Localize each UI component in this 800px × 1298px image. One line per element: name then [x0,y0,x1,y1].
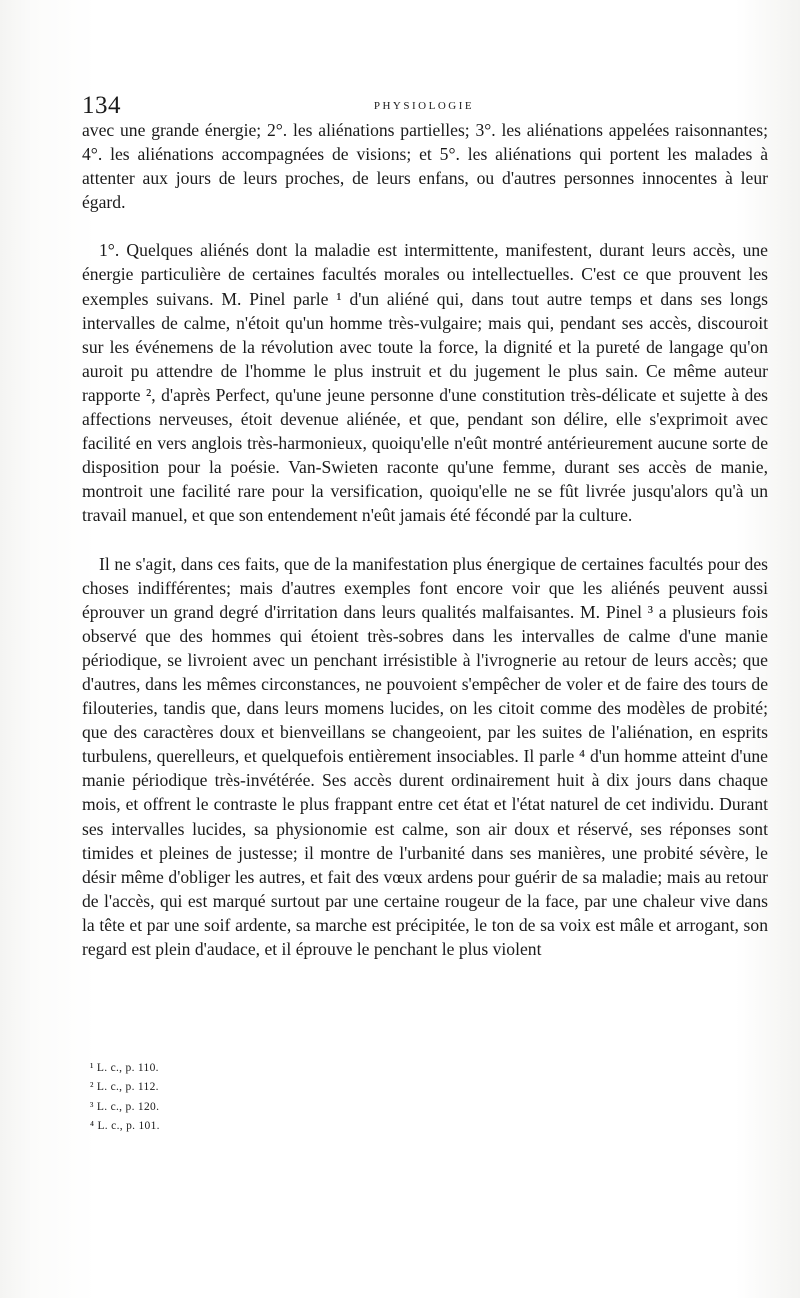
body-text [82,118,768,961]
page-number: 134 [82,92,121,119]
paragraph-malicious-qualities: Il ne s'agit, dans ces faits, que de la manifestation plus énergique de certaines facultés pour des choses indifférentes; mais d'autres exemples font encore voir que les aliénés peuvent aussi éprouver un grand degré d'irritation dans leurs qualités malfaisantes. M. Pinel ³ a plusieurs fois observé que des hommes qui étoient très-sobres dans les intervalles de calme d'une manie périodique, se livroient avec un penchant irrésistible à l'ivrognerie au retour de leurs accès; que d'autres, dans les mêmes circonstances, ne pouvoient s'empêcher de voler et de faire des tours de filouteries, tandis que, dans leurs momens lucides, on les citoit comme des modèles de probité; que des caractères doux et bienveillans se changeoient, par les suites de l'aliénation, en esprits turbulens, querelleurs, et quelquefois entièrement insociables. Il parle ⁴ d'un homme atteint d'une manie périodique très-invétérée. Ses accès durent ordinairement huit à dix jours dans chaque mois, et offrent le contraste le plus frappant entre cet état et l'état naturel de cet individu. Durant ses intervalles lucides, sa physionomie est calme, son air doux et réservé, ses réponses sont timides et pleines de justesse; il montre de l'urbanité dans ses manières, une probité sévère, le désir même d'obliger les autres, et fait des vœux ardens pour guérir de sa maladie; mais au retour de l'accès, qui est marqué surtout par une certaine rougeur de la face, par une chaleur vive dans la tête et par une soif ardente, sa marche est précipitée, le ton de sa voix est mâle et arrogant, son regard est plein d'audace, et il éprouve le penchant le plus violent [82,553,768,959]
running-head: PHYSIOLOGIE [373,100,475,112]
footnote-2: ² L. c., p. 112. [90,1081,159,1094]
footnote-1: ¹ L. c., p. 110. [90,1062,159,1074]
footnote-4: ⁴ L. c., p. 101. [90,1120,160,1133]
paragraph-continuation: avec une grande énergie; 2°. les aliénations partielles; 3°. les aliénations appelées raisonnantes; 4°. les aliénations accompagnées de visions; et 5°. les aliénations qui portent les malades à attenter aux jours de leurs proches, de leurs enfans, ou d'autres personnes innocentes à leur égard. [82,120,768,213]
footnote-3: ³ L. c., p. 120. [90,1100,160,1113]
footnotes [90,1059,160,1137]
paragraph-intermittent-alienation: 1°. Quelques aliénés dont la maladie est intermittente, manifestent, durant leurs accès, une énergie particulière de certaines facultés morales ou intellectuelles. C'est ce que prouvent les exemples suivans. M. Pinel parle ¹ d'un aliéné qui, dans tout autre temps et dans ses longs intervalles de calme, n'étoit qu'un homme très-vulgaire; mais qui, pendant ses accès, discouroit sur les événemens de la révolution avec toute la force, la dignité et la pureté de langage qu'on auroit pu attendre de l'homme le plus instruit et du jugement le plus sain. Ce même auteur rapporte ², d'après Perfect, qu'une jeune personne d'une constitution très-délicate et sujette à des affections nerveuses, étoit devenue aliénée, et que, pendant son délire, elle s'exprimoit avec facilité en vers anglois très-harmonieux, quoiqu'elle n'eût montré antérieurement aucune sorte de disposition pour la poésie. Van-Swieten raconte qu'une femme, durant ses accès de manie, montroit une facilité rare pour la versification, quoiqu'elle ne se fût livrée jusqu'alors qu'à un travail manuel, et que son entendement n'eût jamais été fécondé par la culture. [82,240,768,526]
